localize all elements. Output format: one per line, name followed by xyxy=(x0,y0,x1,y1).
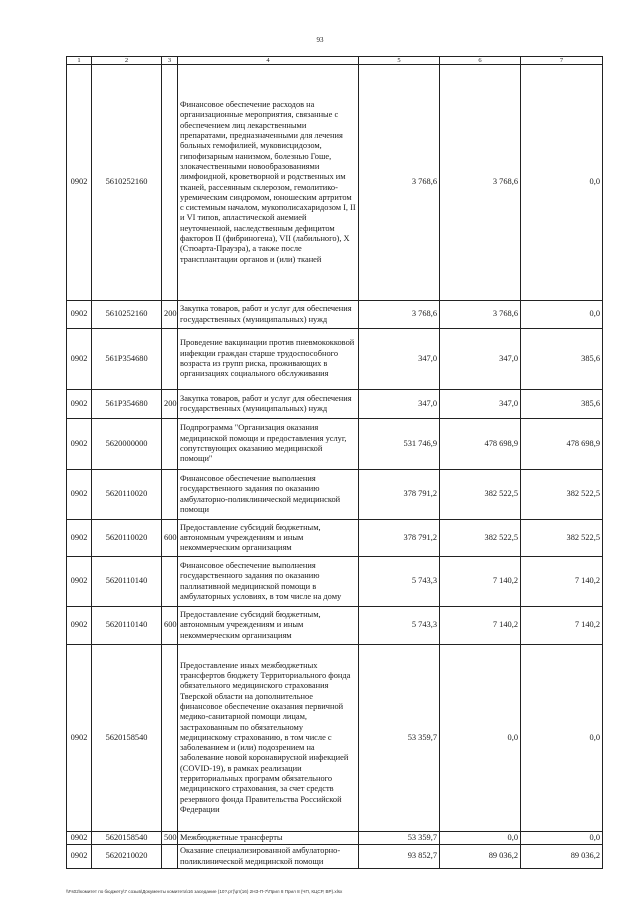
name-cell: Закупка товаров, работ и услуг для обеспечения государственных (муниципальных) нужд xyxy=(178,301,359,329)
expense-type-cell xyxy=(162,470,178,520)
section-cell: 0902 xyxy=(67,301,92,329)
section-cell: 0902 xyxy=(67,845,92,869)
header-cell: 2 xyxy=(92,57,162,65)
target-code-cell: 5620110140 xyxy=(92,607,162,645)
target-code-cell: 5620158540 xyxy=(92,832,162,845)
section-cell: 0902 xyxy=(67,607,92,645)
target-code-cell: 5620000000 xyxy=(92,419,162,470)
expense-type-cell xyxy=(162,419,178,470)
target-code-cell: 561Р354680 xyxy=(92,329,162,390)
expense-type-cell: 600 xyxy=(162,520,178,557)
amount-cell: 3 768,6 xyxy=(440,301,521,329)
expense-type-cell: 200 xyxy=(162,390,178,419)
section-cell: 0902 xyxy=(67,65,92,301)
amount-cell: 347,0 xyxy=(440,329,521,390)
amount-cell: 378 791,2 xyxy=(359,520,440,557)
expense-type-cell xyxy=(162,845,178,869)
page-number: 93 xyxy=(316,36,324,44)
target-code-cell: 5620110140 xyxy=(92,557,162,607)
amount-cell: 3 768,6 xyxy=(359,301,440,329)
target-code-cell: 5620210020 xyxy=(92,845,162,869)
name-cell: Предоставление субсидий бюджетным, автономным учреждениям и иным некоммерческим организациям xyxy=(178,520,359,557)
table-row xyxy=(67,329,603,390)
table-row xyxy=(67,419,603,470)
name-cell: Межбюджетные трансферты xyxy=(178,832,359,845)
amount-cell: 3 768,6 xyxy=(359,65,440,301)
amount-cell: 382 522,5 xyxy=(440,470,521,520)
amount-cell: 0,0 xyxy=(521,301,603,329)
amount-cell: 347,0 xyxy=(440,390,521,419)
amount-cell: 5 743,3 xyxy=(359,557,440,607)
name-cell: Предоставление иных межбюджетных трансфертов бюджету Территориального фонда обязательного медицинского страхования Тверской области на дополнительное финансовое обеспечение оказания первичной медико-санитарной помощи лицам, застрахованным по обязательному медицинскому страхованию, в том числе с заболеванием и (или) подозрением на заболевание новой коронавирусной инфекцией (COVID-19), в рамках реализации территориальных программ обязательного медицинского страхования, за счет средств резервного фонда Правительства Российской Федерации xyxy=(178,645,359,832)
amount-cell: 53 359,7 xyxy=(359,832,440,845)
amount-cell: 7 140,2 xyxy=(440,607,521,645)
amount-cell: 53 359,7 xyxy=(359,645,440,832)
target-code-cell: 5620110020 xyxy=(92,520,162,557)
header-cell: 3 xyxy=(162,57,178,65)
amount-cell: 93 852,7 xyxy=(359,845,440,869)
amount-cell: 3 768,6 xyxy=(440,65,521,301)
header-cell: 4 xyxy=(178,57,359,65)
name-cell: Проведение вакцинации против пневмококковой инфекции граждан старше трудоспособного возраста из групп риска, проживающих в организациях социального обслуживания xyxy=(178,329,359,390)
section-cell: 0902 xyxy=(67,520,92,557)
header-cell: 7 xyxy=(521,57,603,65)
table-row xyxy=(67,390,603,419)
name-cell: Финансовое обеспечение выполнения государственного задания по оказанию паллиативной медицинской помощи в амбулаторных условиях, в том числе на дому xyxy=(178,557,359,607)
expense-type-cell: 200 xyxy=(162,301,178,329)
budget-table xyxy=(66,56,603,869)
header-row xyxy=(67,57,603,65)
amount-cell: 5 743,3 xyxy=(359,607,440,645)
name-cell: Закупка товаров, работ и услуг для обеспечения государственных (муниципальных) нужд xyxy=(178,390,359,419)
amount-cell: 0,0 xyxy=(440,645,521,832)
expense-type-cell xyxy=(162,645,178,832)
expense-type-cell xyxy=(162,65,178,301)
target-code-cell: 5610252160 xyxy=(92,65,162,301)
expense-type-cell: 600 xyxy=(162,607,178,645)
table-row xyxy=(67,301,603,329)
name-cell: Финансовое обеспечение выполнения государственного задания по оказанию амбулаторно-поликлинической медицинской помощи xyxy=(178,470,359,520)
name-cell: Подпрограмма "Организация оказания медицинской помощи и предоставления услуг, сопутствующих оказанию медицинской помощи" xyxy=(178,419,359,470)
amount-cell: 382 522,5 xyxy=(440,520,521,557)
section-cell: 0902 xyxy=(67,329,92,390)
amount-cell: 7 140,2 xyxy=(521,557,603,607)
table-row xyxy=(67,845,603,869)
target-code-cell: 5620110020 xyxy=(92,470,162,520)
amount-cell: 347,0 xyxy=(359,390,440,419)
amount-cell: 0,0 xyxy=(521,65,603,301)
table-row xyxy=(67,520,603,557)
expense-type-cell xyxy=(162,557,178,607)
expense-type-cell xyxy=(162,329,178,390)
amount-cell: 0,0 xyxy=(440,832,521,845)
expense-type-cell: 500 xyxy=(162,832,178,845)
amount-cell: 382 522,5 xyxy=(521,470,603,520)
amount-cell: 385,6 xyxy=(521,390,603,419)
amount-cell: 478 698,9 xyxy=(521,419,603,470)
target-code-cell: 5620158540 xyxy=(92,645,162,832)
table-row xyxy=(67,645,603,832)
table-row xyxy=(67,607,603,645)
name-cell: Финансовое обеспечение расходов на организационные мероприятия, связанные с обеспечением лиц лекарственными препаратами, предназначенными для лечения больных гемофилией, муковисцидозом, гипофизарным нанизмом, болезнью Гоше, злокачественными новообразованиями лимфоидной, кроветворной и родственных им тканей, рассеянным склерозом, гемолитико-уремическим синдромом, юношеским артритом с системным началом, мукополисахаридозом I, II и VI типов, апластической анемией неуточненной, наследственным дефицитом факторов II (фибриногена), VII (лабильного), X (Стюарта-Прауэра), а также после трансплантации органов и (или) тканей xyxy=(178,65,359,301)
amount-cell: 0,0 xyxy=(521,832,603,845)
file-path-footer: \\Fs02\комитет по бюджету\7 созыв\Документы комитета\16 заседание (10?.рт)\рт(16) 2НЗ-П-7\Прил 8 Прил 8 (ЧП, КЦСР, ВР).xlsx xyxy=(66,889,343,894)
section-cell: 0902 xyxy=(67,645,92,832)
section-cell: 0902 xyxy=(67,470,92,520)
section-cell: 0902 xyxy=(67,557,92,607)
section-cell: 0902 xyxy=(67,832,92,845)
amount-cell: 7 140,2 xyxy=(521,607,603,645)
header-cell: 5 xyxy=(359,57,440,65)
amount-cell: 378 791,2 xyxy=(359,470,440,520)
table-row xyxy=(67,557,603,607)
amount-cell: 89 036,2 xyxy=(440,845,521,869)
name-cell: Предоставление субсидий бюджетным, автономным учреждениям и иным некоммерческим организациям xyxy=(178,607,359,645)
table-row xyxy=(67,65,603,301)
table-row xyxy=(67,470,603,520)
target-code-cell: 5610252160 xyxy=(92,301,162,329)
amount-cell: 0,0 xyxy=(521,645,603,832)
header-cell: 6 xyxy=(440,57,521,65)
header-cell: 1 xyxy=(67,57,92,65)
name-cell: Оказание специализированной амбулаторно-поликлинической медицинской помощи xyxy=(178,845,359,869)
amount-cell: 7 140,2 xyxy=(440,557,521,607)
section-cell: 0902 xyxy=(67,390,92,419)
amount-cell: 89 036,2 xyxy=(521,845,603,869)
table-row xyxy=(67,832,603,845)
amount-cell: 531 746,9 xyxy=(359,419,440,470)
section-cell: 0902 xyxy=(67,419,92,470)
amount-cell: 478 698,9 xyxy=(440,419,521,470)
amount-cell: 347,0 xyxy=(359,329,440,390)
amount-cell: 385,6 xyxy=(521,329,603,390)
target-code-cell: 561Р354680 xyxy=(92,390,162,419)
amount-cell: 382 522,5 xyxy=(521,520,603,557)
